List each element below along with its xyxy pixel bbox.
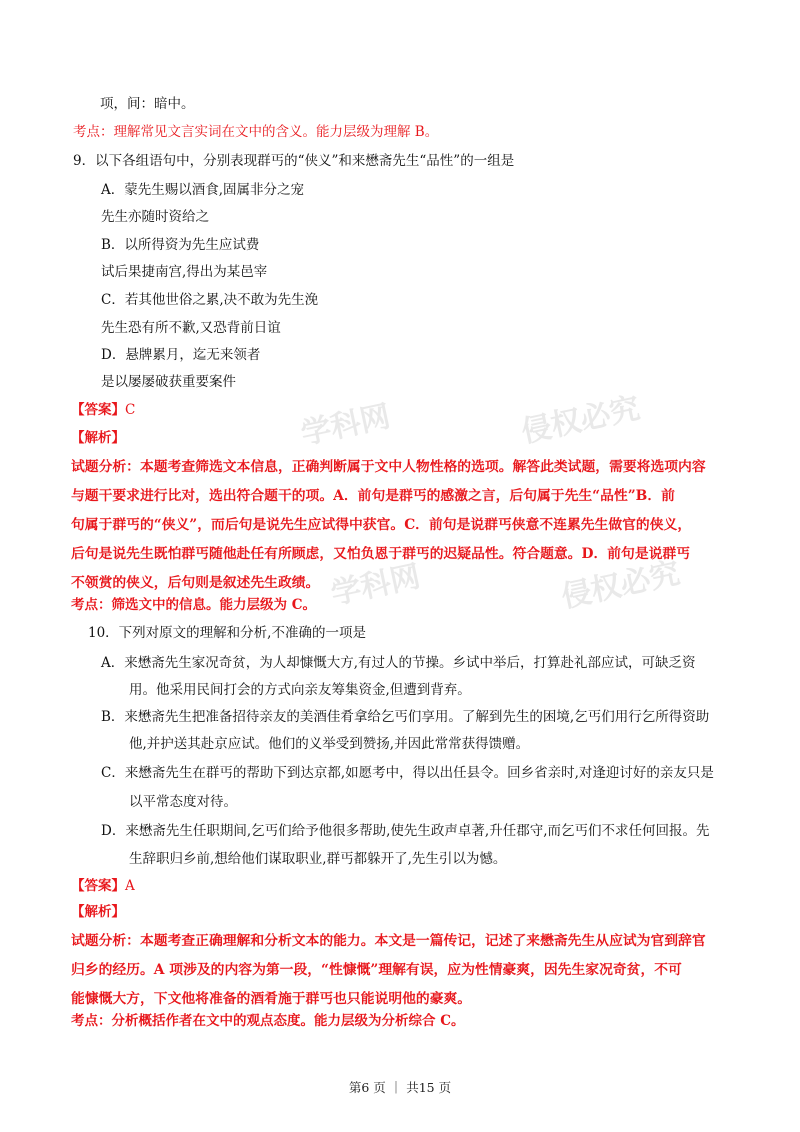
watermark-1: 学科网 [298, 398, 394, 452]
q9-option-c2: 先生恐有所不歉,又恐背前日谊 [101, 320, 281, 336]
q10-option-d-line-1: D．来懋斋先生任职期间,乞丐们给予他很多帮助,使先生政声卓著,升任郡守,而乞丐们不求任何回报。先 [101, 823, 710, 839]
q9-option-a1: A．蒙先生赐以酒食,固属非分之宠 [101, 182, 305, 198]
q9-option-b2: 试后果捷南宫,得出为某邑宰 [101, 264, 268, 280]
top-kaodian: 考点：理解常见文言实词在文中的含义。能力层级为理解 B。 [73, 124, 439, 140]
q10-stem: 10．下列对原文的理解和分析,不准确的一项是 [88, 625, 366, 641]
q9-analysis-line-1: 试题分析：本题考查筛选文本信息，正确判断属于文中人物性格的选项。解答此类试题，需要将选项内容 [71, 459, 706, 475]
q10-analysis-line-1: 试题分析：本题考查正确理解和分析文本的能力。本文是一篇传记，记述了来懋斋先生从应试为官到辞官 [71, 933, 706, 949]
q9-analysis-label: 【解析】 [71, 430, 125, 446]
watermark-2: 侵权必究 [518, 390, 644, 451]
q9-option-d2: 是以屡屡破获重要案件 [101, 374, 236, 390]
q10-analysis-label: 【解析】 [71, 904, 125, 920]
page-footer: 第6 页 ｜ 共15 页 [348, 1080, 452, 1095]
q10-option-a-line-2: 用。他采用民间打会的方式向亲友筹集资金,但遭到背弃。 [129, 682, 471, 698]
q10-answer [71, 876, 135, 896]
q10-analysis-line-2: 归乡的经历。A 项涉及的内容为第一段，“性慷慨”理解有误，应为性情豪爽，因先生家况奇贫，不可 [71, 962, 682, 978]
q9-option-d1: D．悬牌累月，迄无来领者 [101, 347, 261, 363]
q10-option-a-line-1: A．来懋斋先生家况奇贫，为人却慷慨大方,有过人的节操。乡试中举后，打算赴礼部应试，可缺乏资 [101, 655, 696, 671]
q9-option-b1: B．以所得资为先生应试费 [101, 237, 260, 253]
q9-answer [71, 400, 135, 420]
q10-option-b-line-1: B．来懋斋先生把准备招待亲友的美酒佳肴拿给乞丐们享用。了解到先生的困境,乞丐们用行乞所得资助 [101, 709, 710, 725]
q10-option-c-line-1: C．来懋斋先生在群丐的帮助下到达京都,如愿考中，得以出任县令。回乡省亲时,对逢迎讨好的亲友只是 [101, 765, 714, 781]
q9-kaodian: 考点：筛选文中的信息。能力层级为 C。 [71, 597, 316, 613]
q10-analysis [71, 927, 731, 1014]
q9-analysis-line-5: 不领赏的侠义，后句则是叙述先生政绩。 [71, 575, 320, 591]
q10-option-d-line-2: 生辞职归乡前,想给他们谋取职业,群丐都躲开了,先生引以为憾。 [129, 851, 507, 867]
q9-answer-value: C [125, 402, 136, 418]
watermark-4: 侵权必究 [558, 555, 684, 616]
q10-answer-label: 【答案】 [71, 878, 125, 894]
q10-option-c-line-2: 以平常态度对待。 [129, 794, 237, 810]
q9-stem: 9．以下各组语句中，分别表现群丐的“侠义”和来懋斋先生“品性”的一组是 [73, 153, 515, 169]
q9-analysis-line-4: 后句是说先生既怕群丐随他赴任有所顾虑，又怕负恩于群丐的迟疑品性。符合题意。D．前句是说群丐 [71, 546, 691, 562]
q9-analysis-line-3: 句属于群丐的“侠义”，而后句是说先生应试得中获官。C．前句是说群丐侠意不连累先生做官的侠义， [71, 517, 692, 533]
q9-analysis-line-2: 与题干要求进行比对，选出符合题干的项。A．前句是群丐的感激之言，后句属于先生“品性”B．前 [71, 488, 675, 504]
watermark-3: 学科网 [328, 558, 424, 612]
q9-option-c1: C．若其他世俗之累,决不敢为先生浼 [101, 292, 319, 308]
q9-analysis [71, 453, 731, 598]
q10-answer-value: A [125, 878, 135, 894]
q9-answer-label: 【答案】 [71, 402, 125, 418]
q10-analysis-line-3: 能慷慨大方，下文他将准备的酒肴施于群丐也只能说明他的豪爽。 [71, 991, 472, 1007]
q10-kaodian: 考点：分析概括作者在文中的观点态度。能力层级为分析综合 C。 [71, 1013, 465, 1029]
top-line-1: 项，间：暗中。 [100, 96, 195, 112]
q10-option-b-line-2: 他,并护送其赴京应试。他们的义举受到赞扬,并因此常常获得馈赠。 [129, 736, 530, 752]
q9-option-a2: 先生亦随时资给之 [101, 209, 209, 225]
